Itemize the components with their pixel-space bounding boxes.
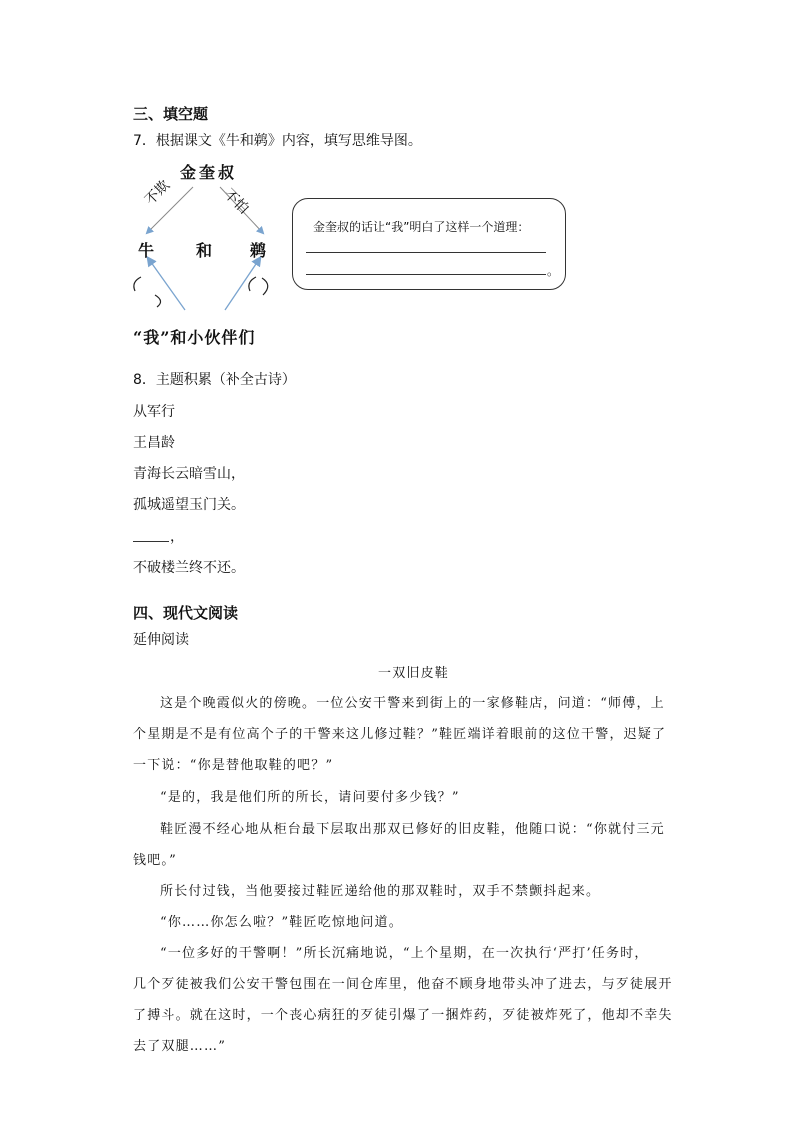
arrow-up-right [225,258,260,310]
answer-box [292,198,566,290]
story-line: 钱吧。” [133,853,177,868]
diagram-bottom-node: “我”和小伙伴们 [133,328,256,347]
section4-subtitle: 延伸阅读 [133,632,189,648]
story-line: 这是个晚霞似火的傍晚。一位公安干警来到街上的一家修鞋店，问道：“师傅，上 [160,696,665,711]
section3-title: 三、填空题 [133,105,209,123]
poem-blank-suffix: ， [170,529,184,545]
story-line: 了搏斗。就在这时，一个丧心病狂的歹徒引爆了一捆炸药，歹徒被炸死了，他却不幸失 [133,1008,673,1023]
story-line: 去了双腿……” [133,1039,227,1054]
poem-line-4: 不破楼兰终不还。 [133,560,245,576]
q8-text: 8．主题积累（补全古诗） [133,372,296,388]
arrow-up-left [148,258,185,310]
label-bupa: 不怕 [220,186,252,218]
box-prompt: 金奎叔的话让“我”明白了这样一个道理： [313,220,530,234]
story-line: 鞋匠漫不经心地从柜台最下层取出那双已修好的旧皮鞋，他随口说：“你就付三元 [160,822,665,837]
poem-blank[interactable] [133,541,169,542]
story-line: “你……你怎么啦？”鞋匠吃惊地问道。 [160,915,403,930]
poem-line-2: 孤城遥望玉门关。 [133,497,245,513]
poem-line-1: 青海长云暗雪山， [133,466,245,482]
diagram-top-node: 金奎叔 [180,163,238,182]
poem-author: 王昌龄 [133,435,175,451]
node-ti: 鹈 [250,241,267,260]
paren-right-close [262,278,268,295]
story-line: 个星期是不是有位高个子的干警来这儿修过鞋？”鞋匠端详着眼前的这位干警，迟疑了 [133,727,667,742]
paren-left-open [134,277,141,291]
node-niu: 牛 [138,241,155,260]
box-period: 。 [547,264,560,278]
q7-text: 7．根据课文《牛和鹈》内容，填写思维导图。 [133,133,422,149]
story-line: “一位多好的干警啊！”所长沉痛地说，“上个星期，在一次执行‘严打’任务时， [160,946,649,961]
poem-title: 从军行 [133,404,175,420]
story-line: 所长付过钱，当他要接过鞋匠递给他的那双鞋时，双手不禁颤抖起来。 [160,884,601,899]
box-blank-line-2[interactable] [306,274,546,275]
paren-left-close [155,295,161,307]
label-buqi: 不欺 [142,177,174,209]
node-he: 和 [196,241,213,260]
story-line: 一下说：“你是替他取鞋的吧？” [133,758,334,773]
section4-title: 四、现代文阅读 [133,604,239,622]
paren-right-open [249,277,256,291]
box-blank-line-1[interactable] [306,252,546,253]
story-line: 几个歹徒被我们公安干警包围在一间仓库里，他奋不顾身地带头冲了进去，与歹徒展开 [133,977,673,992]
story-title: 一双旧皮鞋 [378,666,450,681]
story-line: “是的，我是他们所的所长，请问要付多少钱？” [160,790,460,805]
